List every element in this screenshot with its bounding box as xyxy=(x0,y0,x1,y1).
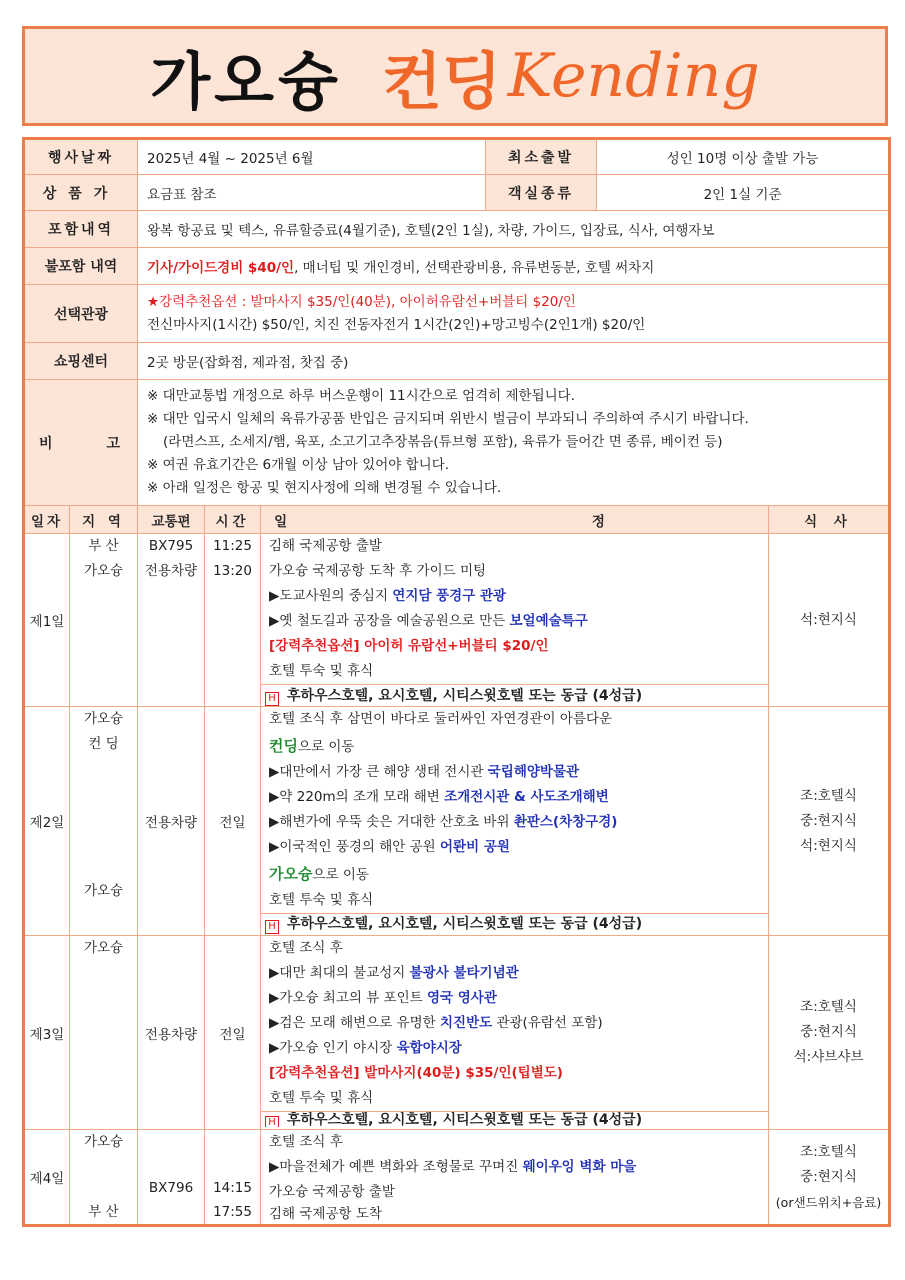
region-item: 부 산 xyxy=(88,1204,119,1220)
transport-item: BX795 xyxy=(148,538,194,554)
schedule-line: ▶이국적인 풍경의 해안 공원 어롼비 공원 xyxy=(269,839,510,855)
day-region xyxy=(70,1130,138,1226)
itinerary-table xyxy=(22,137,891,1227)
notes-label xyxy=(24,380,138,506)
region-item: 가오슝 xyxy=(83,711,124,727)
day-schedule xyxy=(261,707,769,936)
shopping-label: 쇼핑센터 xyxy=(24,343,138,380)
schedule-line: ▶옛 철도길과 공장을 예술공원으로 만든 보얼예술특구 xyxy=(269,613,588,629)
meal-item: 조:호텔식 xyxy=(800,787,857,804)
date-label: 행사날짜 xyxy=(24,139,138,175)
schedule-line: ▶대만 최대의 불교성지 불광사 불타기념관 xyxy=(269,965,519,981)
header-region: 지 역 xyxy=(70,506,138,534)
day-label: 제4일 xyxy=(24,1130,70,1226)
note-item: ※ 대만 입국시 일체의 육류가공품 반입은 금지되며 위반시 벌금이 부과되니 주의하여 주시기 바랍니다. xyxy=(147,411,749,427)
exclude-highlight: 기사/가이드경비 $40/인 xyxy=(147,260,295,276)
meal-item: 중:현지식 xyxy=(800,1168,857,1185)
note-item: (라면스프, 소세지/햄, 육포, 소고기고추장볶음(튜브형 포함), 육류가 들어간 면 종류, 베이컨 등) xyxy=(163,434,723,450)
title-main: 가오슝 xyxy=(150,44,342,118)
region-item: 부 산 xyxy=(88,538,119,554)
day-row-3 xyxy=(24,936,890,1130)
info-row-notes xyxy=(24,380,890,506)
room-label: 객실종류 xyxy=(486,175,597,211)
day-schedule xyxy=(261,534,769,707)
schedule-line: 김해 국제공항 도착 xyxy=(269,1206,382,1222)
options-recommended: ★강력추천옵션 : 발마사지 $35/인(40분), 아이허유람선+버블티 $20/인 xyxy=(147,293,576,310)
schedule-line: ▶도교사원의 중심지 연지담 풍경구 관광 xyxy=(269,588,507,604)
min-value: 성인 10명 이상 출발 가능 xyxy=(597,139,890,175)
schedule-line: ▶가오슝 인기 야시장 육합야시장 xyxy=(269,1040,462,1056)
day-meals xyxy=(769,707,890,936)
notes-label-a: 비 xyxy=(39,435,56,452)
day-time: 전일 xyxy=(205,936,261,1130)
day-row-2 xyxy=(24,707,890,936)
hotel-icon: H xyxy=(265,692,279,706)
region-item: 가오슝 xyxy=(83,1134,124,1150)
time-item: 11:25 xyxy=(213,538,252,554)
day-transport xyxy=(138,534,205,707)
schedule-line: ▶가오슝 최고의 뷰 포인트 영국 영사관 xyxy=(269,990,497,1006)
schedule-line: ▶해변가에 우뚝 솟은 거대한 산호초 바위 촨판스(차창구경) xyxy=(269,814,618,830)
info-row-date xyxy=(24,139,890,175)
day-label: 제1일 xyxy=(24,534,70,707)
options-value xyxy=(138,285,890,343)
schedule-line: ▶약 220m의 조개 모래 해변 조개전시관 & 사도조개해변 xyxy=(269,789,609,805)
day-region xyxy=(70,707,138,936)
transport-item: BX796 xyxy=(148,1180,194,1196)
hotel-line: H 후하우스호텔, 요시호텔, 시티스윗호텔 또는 동급 (4성급) xyxy=(261,913,768,934)
region-item: 가오슝 xyxy=(83,940,124,956)
header-meal: 식 사 xyxy=(769,506,890,534)
meal-item: 중:현지식 xyxy=(800,1024,857,1040)
schedule-line: 호텔 조식 후 삼면이 바다로 둘러싸인 자연경관이 아름다운 xyxy=(269,711,613,727)
exclude-value xyxy=(138,248,890,285)
schedule-line: 컨딩으로 이동 xyxy=(269,737,355,755)
schedule-option-line: [강력추천옵션] 아이허 유람선+버블티 $20/인 xyxy=(269,638,549,654)
info-row-exclude xyxy=(24,248,890,285)
meal-item: 중:현지식 xyxy=(800,812,857,829)
info-row-options xyxy=(24,285,890,343)
options-label: 선택관광 xyxy=(24,285,138,343)
day-schedule xyxy=(261,1130,769,1226)
schedule-line: 가오슝 국제공항 도착 후 가이드 미팅 xyxy=(269,563,487,579)
note-item: ※ 여권 유효기간은 6개월 이상 남아 있어야 합니다. xyxy=(147,457,450,473)
hotel-line: H 후하우스호텔, 요시호텔, 시티스윗호텔 또는 동급 (4성급) xyxy=(261,1111,768,1127)
schedule-line: ▶검은 모래 해변으로 유명한 치진반도 관광(유람선 포함) xyxy=(269,1015,603,1031)
schedule-line: 호텔 조식 후 xyxy=(269,1134,343,1150)
exclude-label: 불포함 내역 xyxy=(24,248,138,285)
time-item: 14:15 xyxy=(213,1180,252,1196)
time-item: 13:20 xyxy=(213,563,252,579)
day-region xyxy=(70,936,138,1130)
day-label: 제3일 xyxy=(24,936,70,1130)
header-transport: 교통편 xyxy=(138,506,205,534)
header-time: 시간 xyxy=(205,506,261,534)
day-time xyxy=(205,1130,261,1226)
notes-value xyxy=(138,380,890,506)
region-item: 가오슝 xyxy=(83,883,124,899)
room-value: 2인 1실 기준 xyxy=(597,175,890,211)
region-item: 가오슝 xyxy=(83,563,124,579)
shopping-value: 2곳 방문(잡화점, 제과점, 찻집 중) xyxy=(138,343,890,380)
day-transport: 전용차량 xyxy=(138,936,205,1130)
note-item: ※ 대만교통법 개정으로 하루 버스운행이 11시간으로 엄격히 제한됩니다. xyxy=(147,388,575,404)
meal-item: 조:호텔식 xyxy=(800,999,857,1015)
min-label: 최소출발 xyxy=(486,139,597,175)
day-time: 전일 xyxy=(205,707,261,936)
meal-item: 석:샤브샤브 xyxy=(793,1049,864,1065)
region-item: 컨 딩 xyxy=(88,736,119,752)
schedule-line: 호텔 투숙 및 휴식 xyxy=(269,1090,374,1106)
transport-item: 전용차량 xyxy=(144,563,198,579)
day-meals xyxy=(769,534,890,707)
meal-item: 석:현지식 xyxy=(800,611,857,628)
info-row-include xyxy=(24,211,890,248)
header-schedule: 일 정 xyxy=(261,506,769,534)
schedule-line: 가오슝 국제공항 출발 xyxy=(269,1184,395,1200)
price-label: 상품가 xyxy=(24,175,138,211)
meal-item: 조:호텔식 xyxy=(800,1143,857,1160)
include-value: 왕복 항공료 및 텍스, 유류할증료(4월기준), 호텔(2인 1실), 차량, 가이드, 입장료, 식사, 여행자보 xyxy=(138,211,890,248)
day-transport xyxy=(138,1130,205,1226)
exclude-rest: , 매너팁 및 개인경비, 선택관광비용, 유류변동분, 호텔 써차지 xyxy=(294,260,655,276)
schedule-line: 가오슝으로 이동 xyxy=(269,865,369,883)
day-row-4 xyxy=(24,1130,890,1226)
hotel-line: H 후하우스호텔, 요시호텔, 시티스윗호텔 또는 동급 (4성급) xyxy=(261,684,768,706)
day-region xyxy=(70,534,138,707)
date-value: 2025년 4월 ~ 2025년 6월 xyxy=(138,139,486,175)
day-row-1 xyxy=(24,534,890,707)
title-banner xyxy=(22,26,888,126)
day-label: 제2일 xyxy=(24,707,70,936)
time-item: 17:55 xyxy=(213,1204,252,1220)
note-item: ※ 아래 일정은 항공 및 현지사정에 의해 변경될 수 있습니다. xyxy=(147,480,502,496)
schedule-line: ▶마을전체가 예쁜 벽화와 조형물로 꾸며진 웨이우잉 벽화 마을 xyxy=(269,1159,637,1175)
hotel-icon: H xyxy=(265,1116,279,1127)
schedule-line: 호텔 조식 후 xyxy=(269,940,343,956)
schedule-header xyxy=(24,506,890,534)
include-label: 포함내역 xyxy=(24,211,138,248)
price-value: 요금표 참조 xyxy=(138,175,486,211)
meal-item: (or샌드위치+음료) xyxy=(775,1194,882,1210)
day-time xyxy=(205,534,261,707)
schedule-line: 호텔 투숙 및 휴식 xyxy=(269,663,374,679)
day-schedule xyxy=(261,936,769,1130)
schedule-option-line: [강력추천옵션] 발마사지(40분) $35/인(팁별도) xyxy=(269,1065,563,1081)
day-transport: 전용차량 xyxy=(138,707,205,936)
header-day: 일자 xyxy=(24,506,70,534)
info-row-shopping xyxy=(24,343,890,380)
info-row-price xyxy=(24,175,890,211)
schedule-line: 호텔 투숙 및 휴식 xyxy=(269,892,374,908)
schedule-line: 김해 국제공항 출발 xyxy=(269,538,382,554)
schedule-line: ▶대만에서 가장 큰 해양 생태 전시관 국립해양박물관 xyxy=(269,764,580,780)
day-meals xyxy=(769,1130,890,1226)
hotel-icon: H xyxy=(265,920,279,934)
day-meals xyxy=(769,936,890,1130)
title-korean: 컨딩 xyxy=(381,44,502,118)
options-others: 전신마사지(1시간) $50/인, 치진 전동자전거 1시간(2인)+망고빙수(2인1개) $20/인 xyxy=(147,316,646,333)
meal-item: 석:현지식 xyxy=(800,837,857,854)
title-english: Kending xyxy=(507,41,760,111)
notes-label-b: 고 xyxy=(106,435,124,452)
